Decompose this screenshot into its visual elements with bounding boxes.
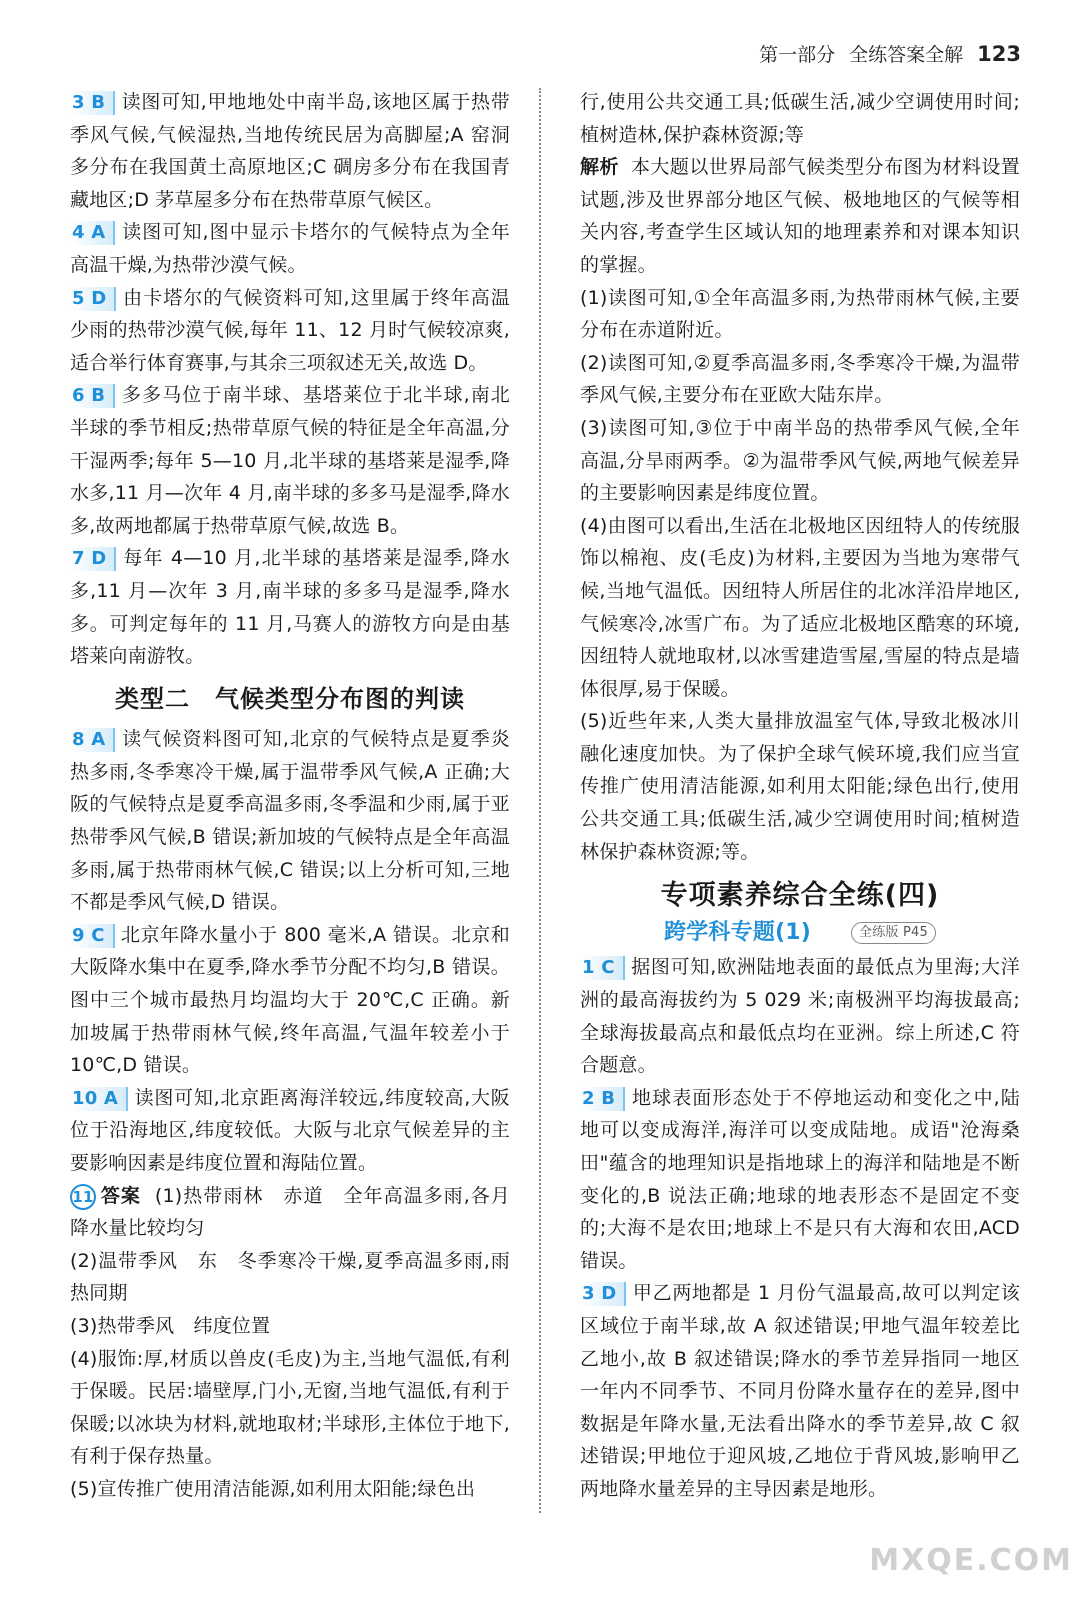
answer-continuation: 行,使用公共交通工具;低碳生活,减少空调使用时间;植树造林,保护森林资源;等 (580, 91, 1020, 146)
answer-badge: 7 D (70, 547, 116, 571)
answer-badge: 4 A (70, 221, 115, 245)
answer-6 (70, 379, 510, 542)
answer-label: 答案 (100, 1184, 141, 1207)
question-number-circle: 11 (70, 1184, 96, 1210)
answer-badge: 2 B (580, 1087, 625, 1111)
analysis-intro (580, 151, 1020, 281)
right-column (580, 86, 1020, 1506)
watermark: MXQE.COM (869, 1543, 1073, 1578)
analysis-label: 解析 (580, 156, 619, 179)
answer-line: (4)服饰:厚,材质以兽皮(毛皮)为主,当地气温低,有利于保暖。民居:墙壁厚,门小,无窗,当地气温低,有利于保暖;以冰块为材料,就地取材;半球形,主体位于地下,有利于保存热量。 (70, 1347, 510, 1468)
answer-2 (580, 1082, 1020, 1278)
subtitle-row (580, 917, 1020, 950)
analysis-text: 本大题以世界局部气候类型分布图为材料设置试题,涉及世界部分地区气候、极地地区的气候等相关内容,考查学生区域认知的地理素养和对课本知识的掌握。 (580, 156, 1020, 276)
page-number: 123 (977, 42, 1021, 66)
answer-badge: 3 D (580, 1282, 626, 1306)
answer-3-right (580, 1277, 1020, 1505)
page-header (759, 40, 1021, 67)
answer-text: 地球表面形态处于不停地运动和变化之中,陆地可以变成海洋,海洋可以变成陆地。成语"沧海桑田"蕴含的地理知识是指地球上的海洋和陆地是不断变化的,B 说法正确;地球的地表形态不是固定不变的;大海不是农田;地球上不是只有大海和农田,ACD 错误。 (580, 1086, 1020, 1272)
answer-badge: 6 B (70, 384, 115, 408)
answer-text: 读图可知,图中显示卡塔尔的气候特点为全年高温干燥,为热带沙漠气候。 (70, 221, 510, 276)
answer-1 (580, 951, 1020, 1081)
answer-text: 甲乙两地都是 1 月份气温最高,故可以判定该区域位于南半球,故 A 叙述错误;甲地气温年较差比乙地小,故 B 叙述错误;降水的季节差异指同一地区一年内不同季节、不同月份降水量存在的差异,图中数据是年降水量,无法看出降水的季节差异,故 C 叙述错误;甲地位于迎风坡,乙地位于背风坡,影响甲乙两地降水量差异的主导因素是地形。 (580, 1282, 1020, 1500)
analysis-item: (5)近些年来,人类大量排放温室气体,导致北极冰川融化速度加快。为了保护全球气候环境,我们应当宣传推广使用清洁能源,如利用太阳能;绿色出行,使用公共交通工具;低碳生活,减少空调使用时间;植树造林保护森林资源;等。 (580, 710, 1020, 863)
answer-text: 由卡塔尔的气候资料可知,这里属于终年高温少雨的热带沙漠气候,每年 11、12 月时气候较凉爽,适合举行体育赛事,与其余三项叙述无关,故选 D。 (70, 286, 510, 374)
answer-badge: 10 A (70, 1087, 128, 1111)
answer-line: (3)热带季风 纬度位置 (70, 1314, 271, 1337)
header-book: 全练答案全解 (849, 44, 964, 66)
subtitle: 跨学科专题(1) (664, 919, 812, 945)
analysis-item: (4)由图可以看出,生活在北极地区因纽特人的传统服饰以棉袍、皮(毛皮)为材料,主要因为当地为寒带气候,当地气温低。因纽特人所居住的北冰洋沿岸地区,气候寒冷,冰雪广布。为了适应北极地区酷寒的环境,因纽特人就地取材,以冰雪建造雪屋,雪屋的特点是墙体很厚,易于保暖。 (580, 514, 1020, 700)
answer-text: 读图可知,甲地地处中南半岛,该地区属于热带季风气候,气候湿热,当地传统民居为高脚屋;A 窑洞多分布在我国黄土高原地区;C 碉房多分布在我国青藏地区;D 茅草屋多分布在热带草原气候区。 (70, 91, 510, 211)
answer-line: (1)热带雨林 赤道 全年高温多雨,各月降水量比较均匀 (70, 1184, 510, 1240)
answer-5 (70, 282, 510, 380)
answer-7 (70, 542, 510, 672)
answer-3 (70, 86, 510, 216)
answer-badge: 3 B (70, 91, 115, 115)
answer-10 (70, 1082, 510, 1180)
answer-8 (70, 723, 510, 919)
answer-11 (70, 1180, 510, 1245)
answer-text: 多多马位于南半球、基塔莱位于北半球,南北半球的季节相反;热带草原气候的特征是全年高温,分干湿两季;每年 5—10 月,北半球的基塔莱是湿季,降水多,11 月—次年 4 月,南半球的多多马是湿季,降水多,故两地都属于热带草原气候,故选 B。 (70, 384, 510, 537)
answer-badge: 5 D (70, 287, 116, 311)
analysis-item: (1)读图可知,①全年高温多雨,为热带雨林气候,主要分布在赤道附近。 (580, 286, 1020, 342)
answer-9 (70, 919, 510, 1082)
column-divider (539, 88, 541, 1513)
special-section-title: 专项素养综合全练(四) (660, 880, 940, 912)
answer-line: (2)温带季风 东 冬季寒冷干燥,夏季高温多雨,雨热同期 (70, 1249, 510, 1305)
answer-badge: 1 C (580, 956, 625, 980)
answer-text: 读图可知,北京距离海洋较远,纬度较高,大阪位于沿海地区,纬度较低。大阪与北京气候差异的主要影响因素是纬度位置和海陆位置。 (70, 1086, 510, 1174)
answer-line: (5)宣传推广使用清洁能源,如利用太阳能;绿色出 (70, 1477, 476, 1500)
header-part: 第一部分 (759, 44, 836, 66)
answer-text: 每年 4—10 月,北半球的基塔莱是湿季,降水多,11 月—次年 3 月,南半球的多多马是湿季,降水多。可判定每年的 11 月,马赛人的游牧方向是由基塔莱向南游牧。 (70, 547, 510, 668)
section-title: 类型二 气候类型分布图的判读 (115, 684, 465, 713)
answer-text: 北京年降水量小于 800 毫米,A 错误。北京和大阪降水集中在夏季,降水季节分配不均匀,B 错误。图中三个城市最热月均温均大于 20℃,C 正确。新加坡属于热带雨林气候,终年高温,气温年较差小于 10℃,D 错误。 (70, 923, 510, 1077)
answer-text: 读气候资料图可知,北京的气候特点是夏季炎热多雨,冬季寒冷干燥,属于温带季风气候,A 正确;大阪的气候特点是夏季高温多雨,冬季温和少雨,属于亚热带季风气候,B 错误;新加坡的气候特点是全年高温多雨,属于热带雨林气候,C 错误;以上分析可知,三地不都是季风气候,D 错误。 (70, 728, 510, 914)
left-column (70, 86, 510, 1506)
answer-badge: 8 A (70, 728, 115, 752)
answer-text: 据图可知,欧洲陆地表面的最低点为里海;大洋洲的最高海拔约为 5 029 米;南极洲平均海拔最高;全球海拔最高点和最低点均在亚洲。综上所述,C 符合题意。 (580, 956, 1020, 1077)
answer-badge: 9 C (70, 924, 115, 948)
analysis-item: (2)读图可知,②夏季高温多雨,冬季寒冷干燥,为温带季风气候,主要分布在亚欧大陆东岸。 (580, 351, 1020, 407)
analysis-item: (3)读图可知,③位于中南半岛的热带季风气候,全年高温,分旱雨两季。②为温带季风气候,两地气候差异的主要影响因素是纬度位置。 (580, 416, 1020, 505)
answer-4 (70, 216, 510, 281)
page-reference-pill: 全练版 P45 (851, 922, 936, 944)
